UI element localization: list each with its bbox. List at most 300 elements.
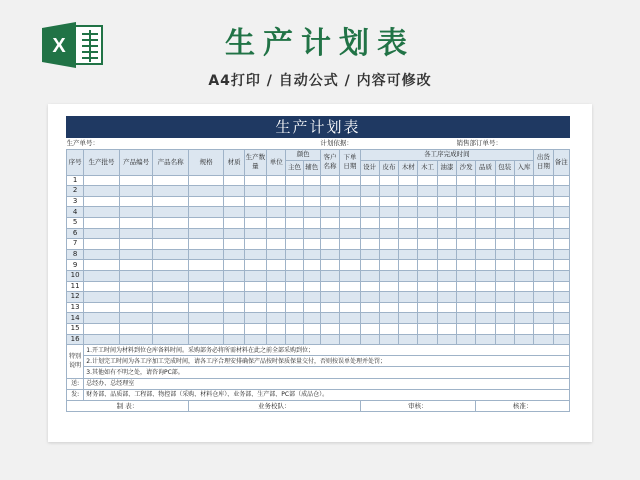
table-cell[interactable] [119,175,153,186]
table-cell[interactable] [188,217,224,228]
table-cell[interactable] [224,207,244,218]
table-cell[interactable] [267,334,286,345]
table-cell[interactable] [267,313,286,324]
table-cell[interactable] [534,217,553,228]
table-cell[interactable] [267,292,286,303]
table-cell[interactable] [437,239,456,250]
table-cell[interactable] [244,196,266,207]
table-cell[interactable] [303,175,320,186]
table-cell[interactable] [286,334,303,345]
table-cell[interactable] [553,270,570,281]
table-cell[interactable] [553,302,570,313]
table-cell[interactable] [514,239,533,250]
table-cell[interactable] [303,249,320,260]
table-cell[interactable] [534,323,553,334]
table-cell[interactable] [437,249,456,260]
table-cell[interactable] [224,270,244,281]
table-cell[interactable] [553,186,570,197]
table-cell[interactable] [119,249,153,260]
table-cell[interactable] [119,207,153,218]
table-cell[interactable] [418,186,437,197]
table-cell[interactable] [476,196,495,207]
table-cell[interactable] [457,270,476,281]
table-cell[interactable] [514,323,533,334]
table-cell[interactable] [534,302,553,313]
table-cell[interactable] [119,260,153,271]
table-cell[interactable] [244,270,266,281]
table-cell[interactable] [153,334,189,345]
table-cell[interactable] [379,186,398,197]
table-cell[interactable] [399,207,418,218]
table-cell[interactable] [267,302,286,313]
table-cell[interactable] [84,196,120,207]
table-cell[interactable] [495,249,514,260]
table-cell[interactable] [303,217,320,228]
table-cell[interactable] [437,281,456,292]
table-cell[interactable] [84,334,120,345]
table-cell[interactable] [188,186,224,197]
table-cell[interactable] [457,207,476,218]
table-cell[interactable] [418,228,437,239]
table-cell[interactable] [514,175,533,186]
table-cell[interactable] [153,260,189,271]
table-cell[interactable] [188,249,224,260]
table-cell[interactable] [360,186,379,197]
table-cell[interactable] [224,239,244,250]
table-cell[interactable] [418,196,437,207]
table-cell[interactable] [244,323,266,334]
table-cell[interactable] [437,228,456,239]
table-cell[interactable] [303,281,320,292]
table-cell[interactable] [360,175,379,186]
table-cell[interactable] [340,302,360,313]
table-cell[interactable] [224,281,244,292]
table-cell[interactable] [495,239,514,250]
table-cell[interactable] [84,249,120,260]
table-cell[interactable] [534,186,553,197]
table-cell[interactable] [457,281,476,292]
table-cell[interactable] [224,302,244,313]
table-cell[interactable] [286,313,303,324]
table-cell[interactable] [514,270,533,281]
table-cell[interactable] [267,196,286,207]
table-cell[interactable] [340,228,360,239]
table-cell[interactable] [340,260,360,271]
table-cell[interactable] [267,228,286,239]
table-cell[interactable] [457,260,476,271]
table-cell[interactable] [224,323,244,334]
table-cell[interactable] [244,313,266,324]
table-cell[interactable] [267,260,286,271]
table-cell[interactable] [418,207,437,218]
table-cell[interactable] [476,207,495,218]
table-cell[interactable] [340,323,360,334]
table-cell[interactable] [495,334,514,345]
table-cell[interactable] [267,249,286,260]
table-cell[interactable] [418,302,437,313]
table-cell[interactable] [224,334,244,345]
table-cell[interactable] [457,323,476,334]
table-cell[interactable] [476,334,495,345]
table-cell[interactable] [514,196,533,207]
table-cell[interactable] [457,186,476,197]
table-cell[interactable] [224,249,244,260]
table-cell[interactable] [320,228,339,239]
table-cell[interactable] [84,228,120,239]
table-cell[interactable] [286,217,303,228]
table-cell[interactable] [534,281,553,292]
table-cell[interactable] [476,302,495,313]
table-cell[interactable] [340,196,360,207]
table-cell[interactable] [153,292,189,303]
table-cell[interactable] [379,228,398,239]
table-cell[interactable] [495,281,514,292]
table-cell[interactable] [84,281,120,292]
table-cell[interactable] [379,260,398,271]
table-cell[interactable] [457,313,476,324]
table-cell[interactable] [153,302,189,313]
table-cell[interactable] [476,270,495,281]
table-cell[interactable] [495,260,514,271]
table-cell[interactable] [286,207,303,218]
table-cell[interactable] [153,249,189,260]
table-cell[interactable] [534,270,553,281]
table-cell[interactable] [437,217,456,228]
table-cell[interactable] [320,260,339,271]
table-cell[interactable] [534,292,553,303]
table-cell[interactable] [286,281,303,292]
table-cell[interactable] [495,292,514,303]
table-cell[interactable] [267,175,286,186]
table-cell[interactable] [437,313,456,324]
table-cell[interactable] [320,186,339,197]
table-cell[interactable] [188,313,224,324]
table-cell[interactable] [476,249,495,260]
table-cell[interactable] [267,239,286,250]
table-cell[interactable] [514,334,533,345]
table-cell[interactable] [84,292,120,303]
table-cell[interactable] [457,217,476,228]
table-cell[interactable] [437,207,456,218]
table-cell[interactable] [437,175,456,186]
table-cell[interactable] [286,228,303,239]
table-cell[interactable] [340,281,360,292]
table-cell[interactable] [495,186,514,197]
table-cell[interactable] [84,302,120,313]
table-cell[interactable] [553,239,570,250]
table-cell[interactable] [418,292,437,303]
table-cell[interactable] [534,207,553,218]
table-cell[interactable] [437,186,456,197]
table-cell[interactable] [514,207,533,218]
table-cell[interactable] [267,270,286,281]
table-cell[interactable] [320,207,339,218]
table-cell[interactable] [360,228,379,239]
table-cell[interactable] [84,186,120,197]
table-cell[interactable] [495,207,514,218]
table-cell[interactable] [84,260,120,271]
table-cell[interactable] [119,228,153,239]
table-cell[interactable] [320,175,339,186]
table-cell[interactable] [153,186,189,197]
table-cell[interactable] [360,196,379,207]
table-cell[interactable] [437,270,456,281]
table-cell[interactable] [495,313,514,324]
table-cell[interactable] [514,302,533,313]
table-cell[interactable] [340,175,360,186]
table-cell[interactable] [286,292,303,303]
table-cell[interactable] [119,323,153,334]
table-cell[interactable] [379,302,398,313]
table-cell[interactable] [286,260,303,271]
table-cell[interactable] [320,196,339,207]
table-cell[interactable] [399,228,418,239]
table-cell[interactable] [153,217,189,228]
table-cell[interactable] [224,292,244,303]
table-cell[interactable] [286,323,303,334]
table-cell[interactable] [495,175,514,186]
table-cell[interactable] [437,334,456,345]
table-cell[interactable] [303,186,320,197]
table-cell[interactable] [303,334,320,345]
table-cell[interactable] [476,292,495,303]
table-cell[interactable] [224,186,244,197]
table-cell[interactable] [534,249,553,260]
table-cell[interactable] [553,313,570,324]
table-cell[interactable] [188,207,224,218]
table-cell[interactable] [476,260,495,271]
table-cell[interactable] [360,334,379,345]
table-cell[interactable] [286,196,303,207]
table-cell[interactable] [476,228,495,239]
table-cell[interactable] [514,228,533,239]
table-cell[interactable] [418,260,437,271]
table-cell[interactable] [303,228,320,239]
table-cell[interactable] [553,292,570,303]
table-cell[interactable] [244,207,266,218]
table-cell[interactable] [188,239,224,250]
table-cell[interactable] [399,302,418,313]
table-cell[interactable] [418,270,437,281]
table-cell[interactable] [320,302,339,313]
table-cell[interactable] [340,217,360,228]
table-cell[interactable] [303,239,320,250]
table-cell[interactable] [514,186,533,197]
table-cell[interactable] [340,270,360,281]
table-cell[interactable] [224,217,244,228]
table-cell[interactable] [224,260,244,271]
table-cell[interactable] [188,281,224,292]
table-cell[interactable] [153,207,189,218]
table-cell[interactable] [244,228,266,239]
table-cell[interactable] [303,207,320,218]
table-cell[interactable] [360,302,379,313]
table-cell[interactable] [437,196,456,207]
table-cell[interactable] [340,334,360,345]
table-cell[interactable] [360,323,379,334]
table-cell[interactable] [244,334,266,345]
table-cell[interactable] [286,239,303,250]
table-cell[interactable] [188,260,224,271]
table-cell[interactable] [379,281,398,292]
table-cell[interactable] [119,217,153,228]
table-cell[interactable] [379,217,398,228]
table-cell[interactable] [534,334,553,345]
table-cell[interactable] [553,281,570,292]
table-cell[interactable] [399,281,418,292]
table-cell[interactable] [286,249,303,260]
table-cell[interactable] [553,260,570,271]
table-cell[interactable] [399,217,418,228]
table-cell[interactable] [244,260,266,271]
table-cell[interactable] [340,186,360,197]
table-cell[interactable] [418,313,437,324]
table-cell[interactable] [244,292,266,303]
table-cell[interactable] [84,217,120,228]
table-cell[interactable] [244,249,266,260]
table-cell[interactable] [379,334,398,345]
table-cell[interactable] [320,239,339,250]
table-cell[interactable] [84,323,120,334]
table-cell[interactable] [399,239,418,250]
table-cell[interactable] [418,249,437,260]
table-cell[interactable] [553,196,570,207]
table-cell[interactable] [340,239,360,250]
table-cell[interactable] [514,249,533,260]
table-cell[interactable] [84,270,120,281]
table-cell[interactable] [267,207,286,218]
table-cell[interactable] [119,313,153,324]
table-cell[interactable] [360,239,379,250]
table-cell[interactable] [514,260,533,271]
table-cell[interactable] [320,323,339,334]
table-cell[interactable] [360,292,379,303]
table-cell[interactable] [399,260,418,271]
table-cell[interactable] [303,323,320,334]
table-cell[interactable] [224,196,244,207]
table-cell[interactable] [495,302,514,313]
table-cell[interactable] [153,196,189,207]
table-cell[interactable] [360,217,379,228]
table-cell[interactable] [418,239,437,250]
table-cell[interactable] [360,249,379,260]
table-cell[interactable] [514,313,533,324]
table-cell[interactable] [553,249,570,260]
table-cell[interactable] [457,175,476,186]
table-cell[interactable] [244,281,266,292]
table-cell[interactable] [457,249,476,260]
table-cell[interactable] [476,175,495,186]
table-cell[interactable] [399,313,418,324]
table-cell[interactable] [84,175,120,186]
table-cell[interactable] [553,175,570,186]
table-cell[interactable] [534,196,553,207]
table-cell[interactable] [553,334,570,345]
table-cell[interactable] [244,186,266,197]
table-cell[interactable] [286,175,303,186]
table-cell[interactable] [399,323,418,334]
table-cell[interactable] [514,217,533,228]
table-cell[interactable] [244,175,266,186]
table-cell[interactable] [360,207,379,218]
table-cell[interactable] [379,249,398,260]
table-cell[interactable] [303,292,320,303]
table-cell[interactable] [457,196,476,207]
table-cell[interactable] [119,281,153,292]
table-cell[interactable] [457,239,476,250]
table-cell[interactable] [360,281,379,292]
table-cell[interactable] [399,292,418,303]
table-cell[interactable] [119,196,153,207]
table-cell[interactable] [534,175,553,186]
table-cell[interactable] [286,302,303,313]
table-cell[interactable] [360,313,379,324]
table-cell[interactable] [267,217,286,228]
table-cell[interactable] [360,260,379,271]
table-cell[interactable] [553,207,570,218]
table-cell[interactable] [340,207,360,218]
table-cell[interactable] [437,260,456,271]
table-cell[interactable] [495,196,514,207]
table-cell[interactable] [188,175,224,186]
table-cell[interactable] [119,186,153,197]
table-cell[interactable] [476,323,495,334]
table-cell[interactable] [320,270,339,281]
table-cell[interactable] [437,292,456,303]
table-cell[interactable] [119,270,153,281]
table-cell[interactable] [457,302,476,313]
table-cell[interactable] [153,175,189,186]
table-cell[interactable] [244,217,266,228]
table-cell[interactable] [303,270,320,281]
table-cell[interactable] [286,186,303,197]
table-cell[interactable] [340,313,360,324]
table-cell[interactable] [303,196,320,207]
table-cell[interactable] [399,334,418,345]
table-cell[interactable] [320,334,339,345]
table-cell[interactable] [379,239,398,250]
table-cell[interactable] [320,313,339,324]
table-cell[interactable] [153,281,189,292]
table-cell[interactable] [303,260,320,271]
table-cell[interactable] [476,239,495,250]
table-cell[interactable] [153,239,189,250]
table-cell[interactable] [84,239,120,250]
table-cell[interactable] [244,239,266,250]
table-cell[interactable] [495,270,514,281]
table-cell[interactable] [476,186,495,197]
table-cell[interactable] [303,313,320,324]
table-cell[interactable] [224,313,244,324]
table-cell[interactable] [84,207,120,218]
table-cell[interactable] [379,196,398,207]
table-cell[interactable] [320,217,339,228]
table-cell[interactable] [153,270,189,281]
table-cell[interactable] [244,302,266,313]
table-cell[interactable] [119,292,153,303]
table-cell[interactable] [188,334,224,345]
table-cell[interactable] [514,292,533,303]
table-cell[interactable] [188,292,224,303]
table-cell[interactable] [457,292,476,303]
table-cell[interactable] [224,175,244,186]
table-cell[interactable] [119,334,153,345]
table-cell[interactable] [457,228,476,239]
table-cell[interactable] [457,334,476,345]
table-cell[interactable] [476,217,495,228]
table-cell[interactable] [153,228,189,239]
table-cell[interactable] [399,186,418,197]
